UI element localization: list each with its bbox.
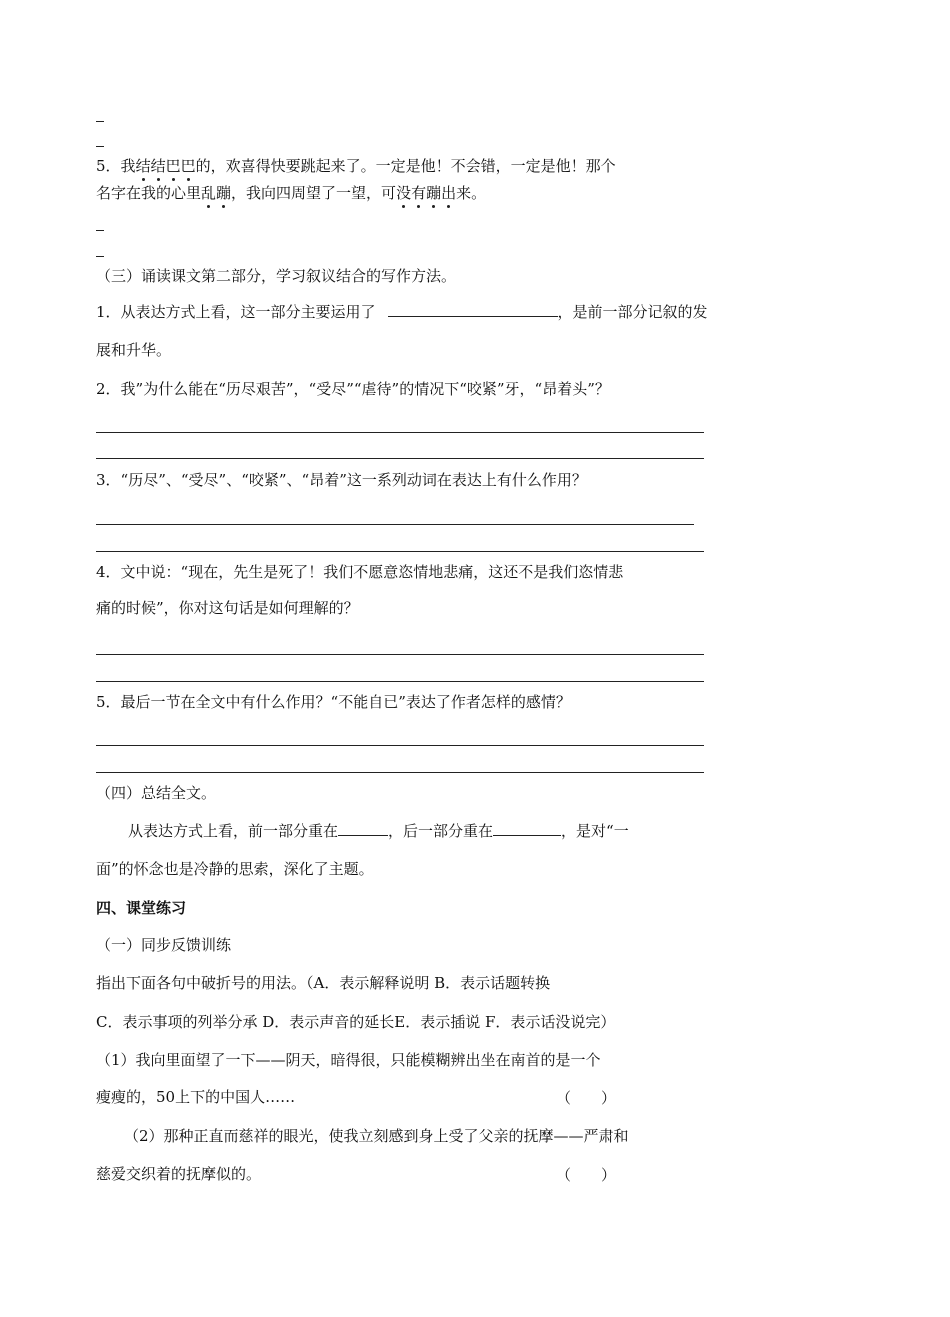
answer-line[interactable] <box>96 772 704 773</box>
section4-text: ，是对“一 <box>561 822 629 840</box>
emphasis-char: 乱 <box>201 184 217 202</box>
answer-dash <box>96 256 104 257</box>
answer-line[interactable] <box>96 654 704 655</box>
answer-dash <box>96 146 104 147</box>
q1-text-cont: ，是前一部分记叙的发 <box>557 303 708 321</box>
q4-text-line1: 4．文中说：“现在，先生是死了！我们不愿意恣情地悲痛，这还不是我们恣情悲 <box>96 563 624 581</box>
q1-text: 1．从表达方式上看，这一部分主要运用了 <box>96 303 376 321</box>
item1-line1: （1）我向里面望了一下——阴天，暗得很，只能模糊辨出坐在南首的是一个 <box>96 1051 601 1069</box>
q5-number: 5． <box>96 157 121 175</box>
q4-text-line2: 痛的时候”，你对这句话是如何理解的？ <box>96 599 359 617</box>
emphasis-char: 蹦 <box>426 184 442 202</box>
answer-line[interactable] <box>96 432 704 433</box>
emphasis-char: 巴 <box>180 157 196 175</box>
practice-subheading: （一）同步反馈训练 <box>96 936 232 954</box>
answer-line[interactable] <box>96 681 704 682</box>
answer-dash <box>96 121 104 122</box>
emphasis-char: 没 <box>396 184 412 202</box>
text: 的，欢喜得快要跳起来了。一定是他！不会错，一定是他！那个 <box>195 157 616 175</box>
emphasized-word <box>201 184 231 202</box>
emphasis-char: 巴 <box>165 157 181 175</box>
section4-line2: 面”的怀念也是冷静的思索，深化了主题。 <box>96 860 374 878</box>
emphasis-char: 结 <box>135 157 151 175</box>
instructions-line2: C．表示事项的列举分承 D．表示声音的延长E．表示插说 F．表示话没说完） <box>96 1013 616 1031</box>
emphasis-char: 结 <box>150 157 166 175</box>
q1-line <box>96 302 708 322</box>
section4-text: ，后一部分重在 <box>388 822 494 840</box>
emphasis-char: 蹦 <box>216 184 232 202</box>
item1-line2: 瘦瘦的，50上下的中国人…… <box>96 1088 296 1106</box>
text: 名字在我的心里 <box>96 184 202 202</box>
answer-line[interactable] <box>96 745 704 746</box>
item2-line1: （2）那种正直而慈祥的眼光，使我立刻感到身上受了父亲的抚摩——严肃和 <box>124 1127 629 1145</box>
emphasized-word <box>136 157 196 175</box>
text: ，我向四周望了一望，可 <box>231 184 397 202</box>
emphasized-word <box>396 184 456 202</box>
answer-dash <box>96 230 104 231</box>
text: 来。 <box>456 184 487 202</box>
emphasis-char: 有 <box>411 184 427 202</box>
section4-line1 <box>128 821 629 841</box>
item1-answer-paren[interactable]: （ ） <box>556 1089 617 1107</box>
blank-second-part[interactable] <box>493 821 561 836</box>
q1-line2: 展和升华。 <box>96 341 172 359</box>
blank-first-part[interactable] <box>338 821 388 836</box>
text: 我 <box>120 157 136 175</box>
answer-line[interactable] <box>96 551 704 552</box>
q5-sentence-line1 <box>96 156 616 176</box>
q3-text: 3．“历尽”、“受尽”、“咬紧”、“昂着”这一系列动词在表达上有什么作用？ <box>96 471 587 489</box>
answer-line[interactable] <box>96 458 704 459</box>
section4-text: 从表达方式上看，前一部分重在 <box>128 822 339 840</box>
item2-answer-paren[interactable]: （ ） <box>556 1166 617 1184</box>
q5-text: 5．最后一节在全文中有什么作用？“不能自已”表达了作者怎样的感情？ <box>96 693 571 711</box>
item2-line2: 慈爱交织着的抚摩似的。 <box>96 1165 262 1183</box>
q1-blank[interactable] <box>388 302 558 317</box>
section4-heading: （四）总结全文。 <box>96 784 217 802</box>
section3-heading: （三）诵读课文第二部分，学习叙议结合的写作方法。 <box>96 267 457 285</box>
answer-line[interactable] <box>96 524 694 525</box>
practice-title: 四、课堂练习 <box>96 899 187 917</box>
q5-sentence-line2 <box>96 183 486 203</box>
emphasis-char: 出 <box>441 184 457 202</box>
q2-text: 2．我”为什么能在“历尽艰苦”，“受尽”“虐待”的情况下“咬紧”牙，“昂着头”？ <box>96 380 610 398</box>
instructions-line1: 指出下面各句中破折号的用法。（A．表示解释说明 B．表示话题转换 <box>96 974 551 992</box>
